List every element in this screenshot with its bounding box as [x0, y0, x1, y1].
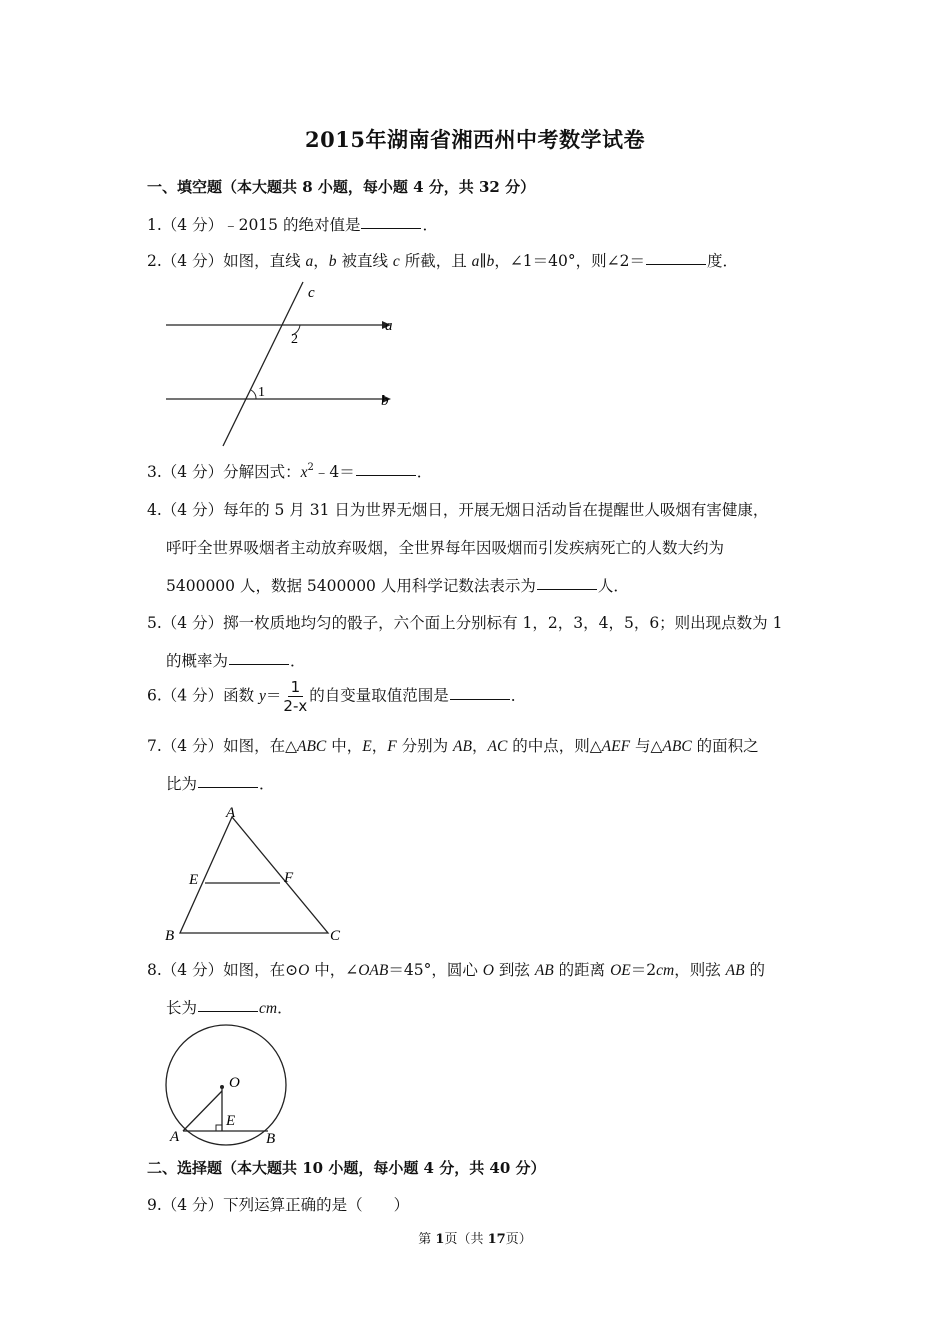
line-c [223, 282, 303, 446]
question-4-line-3: 5400000 人，数据 5400000 人用科学记数法表示为 人． [166, 577, 629, 595]
question-8-line-2: 长为 cm． [166, 999, 293, 1017]
page-title: 2015年湖南省湘西州中考数学试卷 [305, 127, 645, 152]
question-6: 6.（4 分）函数 y＝ $\frac{1}{2-x}$ 的自变量取值范围是 ． [147, 678, 527, 715]
answer-blank [450, 698, 510, 700]
question-2: 2.（4 分）如图，直线 a，b 被直线 c 所截，且 a∥b，∠1＝40°，则∠2＝ 度． [147, 252, 738, 270]
fraction: $\frac{1}{2-x}$ [283, 678, 308, 715]
question-4-line-1: 4.（4 分）每年的 5 月 31 日为世界无烟日，开展无烟日活动旨在提醒世人吸烟有害健康， [147, 501, 769, 519]
label-F: F [284, 870, 294, 886]
label-E: E [226, 1113, 236, 1129]
question-5-line-1: 5.（4 分）掷一枚质地均匀的骰子，六个面上分别标有 1，2，3，4，5，6；则出现点数为 1 [147, 614, 783, 632]
label-B: B [165, 928, 175, 944]
question-8-line-1: 8.（4 分）如图，在⊙O 中，∠OAB＝45°，圆心 O 到弦 AB 的距离 OE＝2cm，则弦 AB 的 [147, 961, 766, 979]
label-E: E [189, 872, 199, 888]
label-b: b [381, 393, 389, 409]
answer-blank [537, 588, 597, 590]
answer-blank [356, 474, 416, 476]
label-A: A [170, 1129, 180, 1145]
figure-triangle [160, 805, 360, 945]
question-3: 3.（4 分）分解因式：$x^2﹣4=$ ． [147, 462, 433, 481]
right-angle-mark [216, 1125, 222, 1131]
question-7-line-2: 比为 ． [166, 775, 275, 793]
label-B: B [266, 1131, 276, 1147]
label-a: a [385, 318, 393, 334]
question-5-line-2: 的概率为 ． [166, 652, 306, 670]
section-choice-heading: 二、选择题（本大题共 10 小题，每小题 4 分，共 40 分） [147, 1159, 546, 1177]
label-A: A [226, 805, 236, 821]
answer-blank [361, 227, 421, 229]
question-1: 1.（4 分）﹣2015 的绝对值是 ． [147, 216, 438, 234]
figure-circle [160, 1025, 300, 1150]
figure-parallel-lines [160, 280, 410, 450]
answer-blank [646, 263, 706, 265]
question-9: 9.（4 分）下列运算正确的是（ ） [147, 1196, 410, 1214]
label-2: 2 [291, 332, 298, 347]
question-7-line-1: 7.（4 分）如图，在△ABC 中，E，F 分别为 AB，AC 的中点，则△AEF 与△ABC 的面积之 [147, 737, 759, 755]
page-footer: 第 1页（共 17页） [418, 1232, 532, 1247]
answer-blank [229, 663, 289, 665]
label-c: c [308, 285, 315, 301]
triangle-abc [180, 817, 328, 933]
center-point [220, 1085, 224, 1089]
label-C: C [330, 928, 341, 944]
answer-blank [198, 1010, 258, 1012]
section-fill-in-heading: 一、填空题（本大题共 8 小题，每小题 4 分，共 32 分） [147, 178, 536, 196]
question-4-line-2: 呼吁全世界吸烟者主动放弃吸烟，全世界每年因吸烟而引发疾病死亡的人数大约为 [166, 539, 725, 557]
angle-1-arc [251, 390, 256, 399]
answer-blank [198, 786, 258, 788]
label-1: 1 [258, 385, 265, 400]
label-O: O [229, 1075, 240, 1091]
